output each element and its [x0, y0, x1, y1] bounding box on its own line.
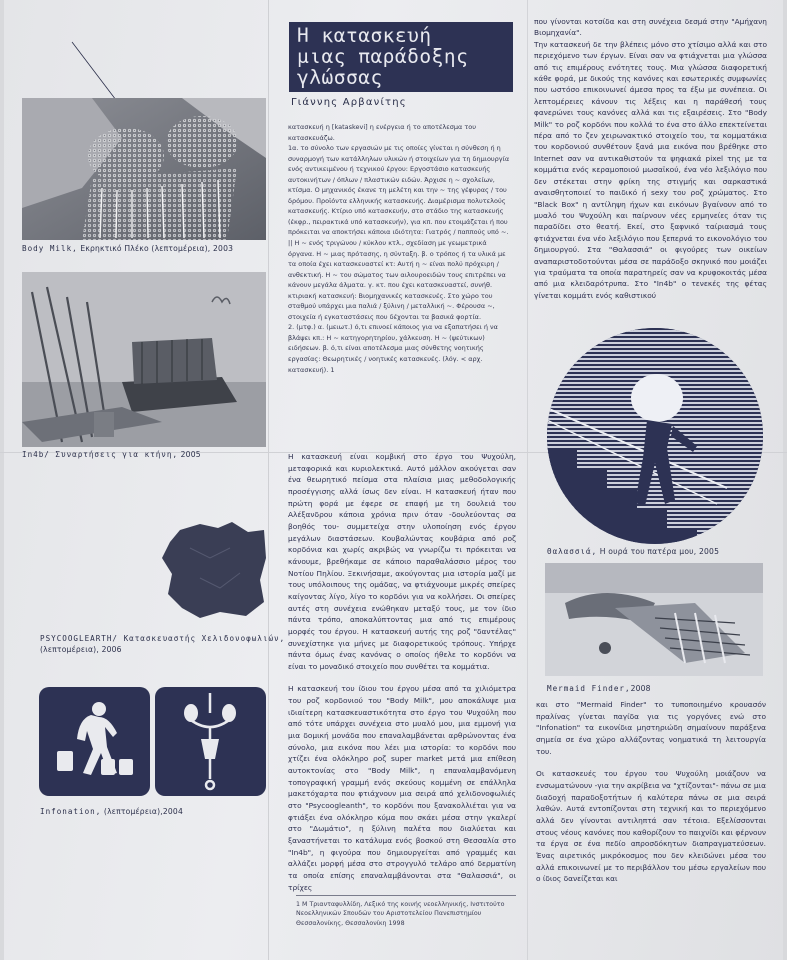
- dictionary-paragraph: 2. (μτφ.) α. (μειωτ.) ό,τι επινοεί κάποιος για να εξαπατήσει ή να βλάψει κπ.: Η ~ κατηγορητηρίου, χάλκευση. Η ~ (ψεύτικων) ειδήσεων. β. ό,τι είναι αποτέλεσμα μιας σύνθετης νοητικής εργασίας: Θεωρητικές / νοητικές κατασκευές. (λόγ. < αρχ. κατασκευή). 1: [288, 323, 498, 374]
- caption-thalassia-title: Θαλασσιά,: [547, 547, 598, 556]
- caption-thalassia-text: Η ουρά του πατέρα μου, 2005: [597, 547, 720, 556]
- thalassia-circle-image: [547, 328, 763, 544]
- caption-in4b-text: 2005: [178, 450, 201, 459]
- decorative-line: [70, 40, 120, 102]
- caption-mermaid: [547, 684, 651, 693]
- caption-in4b-title: In4b/ Συναρτήσεις για κτήνη,: [22, 450, 179, 459]
- caption-mermaid-text: 2008: [630, 684, 651, 693]
- caption-body-milk-text: Εκρηκτικό Πλέκο (λεπτομέρεια), 2003: [77, 244, 234, 253]
- body-paragraph: που γίνονται κοτσίδα και στη συνέχεια δεσμά στην "Αμήχανη Βιομηχανία".: [534, 17, 767, 38]
- right-column-top-text: [534, 16, 767, 312]
- psycoogleanth-map-shape: [160, 518, 268, 620]
- dictionary-paragraph: 1α. το σύνολο των εργασιών με τις οποίες γίνεται η σύνθεση ή η συναρμογή των κατάλληλων υλικών ή στοιχείων για τη δημιουργία ενός αντικειμένου ή τεχνικού έργου: Εργοστάσιο κατασκευής αυτοκινήτων / όπλων / πλαστικών ειδών. Άρχισε η ~ σχολείων, κτίσμα. Ο μηχανικός έκανε τη μελέτη και την ~ της γέφυρας / του δρόμου. Προϊόντα ελληνικής κατασκευής. Διαμέρισμα πολυτελούς κατασκευής. Κτίριο υπό κατασκευήν, στο στάδιο της κατασκευής (έκφρ., πειρακτικά υπό κατασκευήν), για κπ. που ετοιμάζεται ή που πρόκειται να αποκτήσει κάποια ιδιότητα: Γιατρός / παππούς υπό ~. || Η ~ ενός τριγώνου / κύκλου κτλ., σχεδίαση με γεωμετρικά όργανα. Η ~ μιας πρότασης, η σύνταξη. β. ο τρόπος ή τα υλικά με τα οποία έχει κατασκευαστεί κτ: Αυτή η ~ είναι πολύ πρόχειρη / ανθεκτική. Η ~ του σώματος των αιλουροειδών τους επιτρέπει να κάνουν μεγάλα άλματα. γ. κτ. που έχει κατασκευαστεί, συνήθ. κτιριακή κατασκευή: Βιομηχανικές κατασκευές. Στο χώρο του σταθμού υπάρχει μια παλιά / ξύλινη / μεταλλική ~. Φέρουσα ~, στοιχεία ή εγκαταστάσεις που δέχονται τα βασικά φορτία.: [288, 144, 510, 321]
- dictionary-paragraph: κατασκευή η [kataskevi] η ενέργεια ή το αποτέλεσμα του κατασκευάζω.: [288, 123, 477, 142]
- caption-in4b: [22, 450, 201, 459]
- dictionary-definition: [288, 122, 514, 375]
- caption-mermaid-title: Mermaid Finder,: [547, 684, 631, 693]
- caption-infonation-title: Infonation,: [40, 807, 102, 816]
- article-title: [289, 22, 513, 92]
- infonation-icon-person: [39, 687, 150, 796]
- caption-body-milk-title: Body Milk,: [22, 244, 78, 253]
- title-line-1: Η κατασκευή: [297, 24, 432, 47]
- body-paragraph: Η κατασκευή του ίδιου του έργου μέσα από τα χιλιόμετρα του ροζ κορδονιού του "Body Milk", μου αποκάλυψε μια ιδιαίτερη κατασκευαστικότητα στο έργο του Ψυχούλη που από τότε υπάρχει συνέχεια στο μυαλό μου, μια εμμονή για μια δομική μονάδα που επαναλαμβάνεται αρθρώνοντας ένα σύνολο, μια εικόνα που λέει μια ιστορία: το κορδόνι που χτίζει ένα ολόκληρο ροζ super market μετά μια επίθεση αυτοκτονίας στο "Body Milk", η επαναλαμβανόμενη τοπογραφική γραμμή ενός σκεύους κομμένη σε επάλληλα μακετόχαρτα που φτιάχνουν μια σειρά από χελιδονοφωλιές στο "Psycoogleanth", το κορδόνι που ξανακολλιέται για να φτιάξει ένα ολόκληρο κύμα που σκάει μέσα στην γκαλερί στο "Δωμάτιο", η ξύλινη παλέτα που διαλύεται και ξαναστήνεται το κατάλυμα ενός βοσκού στη Θεσσαλία στο "In4b", η φιγούρα που δημιουργείται από γραμμές και αλλάζει μορφή μέσα στο στρογγυλό τελάρο από δερματίνη τα οποία επίσης επαναλαμβάνονται στα "Θαλασσιά", οι τρίχες: [288, 684, 516, 892]
- title-line-3: γλώσσας: [297, 66, 383, 89]
- right-column-bottom-text: [536, 699, 766, 896]
- body-paragraph: Την κατασκευή δε την βλέπεις μόνο στο χτίσιμο αλλά και στο περιεχόμενο των έργων. Είναι σαν να φτιάχνεται μια γλώσσα από τις επιμέρους ενότητες τους. Μια γλώσσα διαφορετική κάθε φορά, με δικούς της κανόνες και εσωτερικές συμφωνίες που ωστόσο επικοινωνεί άμεσα προς τα έξω με συνέπεια. Οι λεπτομέρειες κάνουν τις λέξεις και η παράθεσή τους φανερώνει τους κανόνες αλλά και τις εξαιρέσεις. Στο "Body Milk" το ροζ κορδόνι που κολλά το ένα στο άλλο επεκτείνεται πέρα από το ζεν χειρωνακτικό στοιχείο του, τα κομματάκια του κορδονιού συνθέτουν ξανά μια εικόνα που βρέθηκε στο Internet σαν να αντικαθιστούν τα ψηφιακά pixel της με τα κομμάτια ενός κεραμοποιού μωσαϊκού, ένα νέο λεξιλόγιο που δεν στέκεται στην φρίκη της στιγμής και σαρκαστικά αναισθητοποιεί το παιδικό ή sexy του ροζ χρώματος. Στο "Black Box" η αντίληψη ήχων και εικόνων βγαίνουν από το μυαλό του Ψυχούλη και παίρνουν νέες ερμηνείες όταν τις παραδίδει στο θεατή. Εκεί, στο ξαφνικό ταίριασμά τους φτιάχνεται ένα νέο λεξιλόγιο που ξεπερνά το εικονολόγιο του δημιουργού. Στα "Θαλασσιά" οι φιγούρες των οικείων αναπαριστοδοτούνται μέσα σε παράδοξο σκηνικό που μοιάζει για τραύματα τα οποία παρατηρείς σαν να κρυφοκοιτάς μέσα από μια κλειδαρότρυπα. Στο "In4b" ο τενεκές της φέτας γίνεται κομμάτι ενός καθιστικού: [534, 39, 767, 300]
- caption-body-milk: [22, 244, 233, 253]
- caption-infonation-text: (λεπτομέρεια),2004: [101, 807, 183, 816]
- caption-psycoo: [40, 633, 285, 655]
- caption-psycoo-text: (λεπτομέρεια), 2006: [40, 645, 122, 654]
- middle-column-text: [288, 451, 516, 904]
- footnote: 1 Μ Τριανταφυλλίδη, Λεξικό της κοινής νεοελληνικής, Ινστιτούτο Νεοελληνικών Σπουδών του Αριστοτελείου Πανεπιστημίου Θεσσαλονίκης, Θεσσαλονίκη 1998: [296, 895, 516, 928]
- caption-infonation: [40, 807, 183, 816]
- body-paragraph: Οι κατασκευές του έργου του Ψυχούλη μοιάζουν να ενσωματώνουν -για την ακρίβεια να "χτίζονται"- πάνω σε μια διαδοχή παραδοξοτήτων ή καλύτερα πάνω σε μια σειρά λαθών. Αυτά εντοπίζονται στη τεχνική και το περιεχόμενο αλλά δεν γίνονται αντιληπτά σαν τέτοια. Εξελίσσονται στους νέους κανόνες που καθορίζουν το παιχνίδι και φέρνουν τα έργα σε ένα πεδίο απροσδόκητων διαπραγματεύσεων. Ένας αιρετικός μικρόκοσμος που δεν κλειδώνει μέσα του αλλά επικοινωνεί με το περιβάλλον του μέσω εργαλείων που ο ίδιος δανείζεται και: [536, 769, 766, 884]
- title-line-2: μιας παράδοξης: [297, 45, 469, 68]
- body-paragraph: και στο "Mermaid Finder" το τυποποιημένο κρουασόν πραλίνας γίνεται παγίδα για τις γοργόνες ενώ στο "Infonation" τα εικονίδια μηστηριώδη σημαίνουν παράξενα σημεία σε ένα χώρο αλλάζοντας νοηματικά τη λειτουργία του.: [536, 700, 766, 756]
- in4b-photo: [22, 272, 266, 447]
- fold-line-vertical-2: [527, 0, 528, 960]
- mermaid-finder-photo: [545, 563, 763, 676]
- body-milk-photo: [22, 98, 266, 240]
- article-author: Γιάννης Αρβανίτης: [291, 97, 407, 108]
- caption-thalassia: [547, 547, 719, 556]
- fold-line-vertical: [268, 0, 269, 960]
- body-paragraph: Η κατασκευή είναι κομβική στο έργο του Ψυχούλη, μεταφορικά και κυριολεκτικά. Αυτό μάλλον ακούγεται σαν ένα θεωρητικό πείσμα στα πλαίσια μιας μεθοδολογικής προσέγγισης αλλά ίσως δεν είναι. Η κατασκευή ήταν που πρώτη φορά με έφερε σε επαφή με τη δουλειά του Αλέξανδρου κάποια χρόνια πριν όταν -δουλεύοντας σα βοηθός του- συμμετείχα στην υλοποίηση ενός έργου μεγάλων διαστάσεων. Κουβαλώντας κουβάρια από ροζ κορδόνια και χωρίς ακριβώς να γνωρίζω τι πρόκειται να κάνουμε, βρεθήκαμε σε κάποιο παραθαλάσσιο μέρος του Νοτίου Πηλίου. Ξεκινήσαμε, ακούγοντας μια ιστορία μαζί με τους υπόλοιπους της ομάδας, να φτιάχνουμε μικρές σπείρες καίγοντας λίγο, λίγο το κορδόνι για να κολλήσει. Οι σπείρες αυτές στη συνέχεια ενώθηκαν μεταξύ τους, με τον ίδιο πάντα τρόπο, αποκαλύπτοντας μια από τις επιμέρους μορφές του έργου. Η κατασκευή αυτής της ροζ "δαντέλας" συνεχίστηκε για μήνες με διαφορετικούς τρόπους. Υπήρχε πάντα όμως ένας κανόνας ο οποίος ήθελε το κορδόνι να είναι το μοναδικό στοιχείο που συνθέτει τα κομμάτια.: [288, 452, 516, 671]
- infonation-icon-anatomy: [155, 687, 266, 796]
- caption-psycoo-title: PSYCOOGLEARTH/ Κατασκευαστής Χελιδονοφωλιών,: [40, 634, 286, 643]
